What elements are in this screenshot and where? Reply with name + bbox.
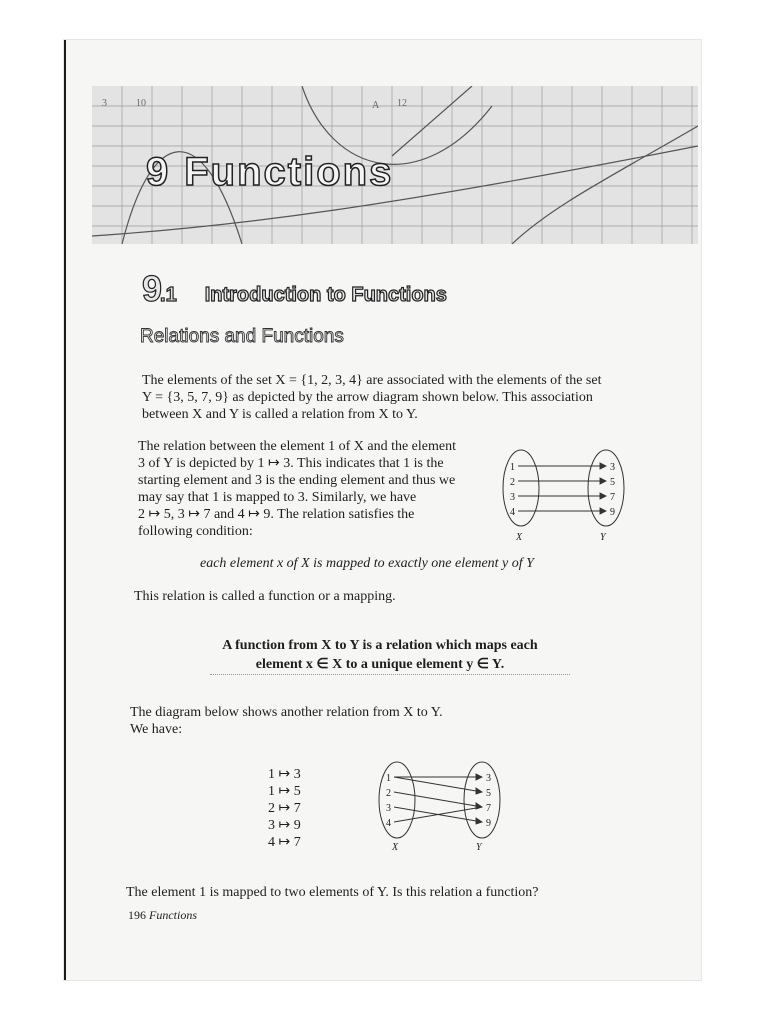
chapter-title: Functions: [184, 150, 394, 194]
y-element: 3: [610, 462, 615, 473]
mapping-arrow: [394, 792, 482, 807]
paragraph-2-line: starting element and 3 is the ending element and thus we: [138, 473, 456, 488]
set-x-label: X: [516, 532, 523, 543]
banner-mark-3: A: [372, 100, 380, 111]
x-element: 1: [386, 773, 391, 784]
paragraph-1-line: between X and Y is called a relation from X to Y.: [142, 407, 418, 422]
paragraph-4-line: We have:: [130, 722, 183, 737]
paragraph-2-line: 2 ↦ 5, 3 ↦ 7 and 4 ↦ 9. The relation satisfies the: [138, 507, 415, 522]
y-element: 5: [486, 788, 491, 799]
section-title: Introduction to Functions: [204, 284, 447, 306]
mapping-item: 1 ↦ 5: [268, 784, 301, 799]
banner-mark-2: 10: [136, 98, 146, 109]
mapping-item: 1 ↦ 3: [268, 767, 301, 782]
mapping-item: 4 ↦ 7: [268, 835, 301, 850]
paragraph-2-line: 3 of Y is depicted by 1 ↦ 3. This indicates that 1 is the: [138, 456, 444, 471]
paragraph-1-line: Y = {3, 5, 7, 9} as depicted by the arrow diagram shown below. This association: [142, 390, 593, 405]
y-element: 7: [610, 492, 615, 503]
x-element: 3: [386, 803, 391, 814]
question-text: The element 1 is mapped to two elements of Y. Is this relation a function?: [126, 885, 539, 900]
paragraph-4: [130, 704, 443, 738]
mapping-item: 2 ↦ 7: [268, 801, 301, 816]
paragraph-2-line: following condition:: [138, 524, 253, 539]
y-element: 3: [486, 773, 491, 784]
banner-mark-4: 12: [397, 98, 407, 109]
paragraph-3: This relation is called a function or a mapping.: [134, 589, 396, 604]
mapping-item: 3 ↦ 9: [268, 818, 301, 833]
set-y-ellipse: [464, 762, 500, 838]
y-element: 5: [610, 477, 615, 488]
section-number-small: .1: [160, 284, 177, 306]
y-element: 9: [486, 818, 491, 829]
paragraph-1: [142, 372, 601, 423]
x-element: 4: [510, 507, 515, 518]
paragraph-2-line: may say that 1 is mapped to 3. Similarly, we have: [138, 490, 417, 505]
section-heading: [142, 268, 447, 310]
subheading: Relations and Functions: [140, 326, 344, 347]
arrow-diagram-1: [496, 448, 636, 548]
y-element: 9: [610, 507, 615, 518]
definition-divider: [210, 674, 570, 681]
x-element: 1: [510, 462, 515, 473]
set-y-ellipse: [588, 450, 624, 526]
mapping-list: [268, 766, 301, 851]
x-element: 3: [510, 492, 515, 503]
arrow-diagram-2: [372, 758, 512, 858]
footer-label: Functions: [149, 908, 197, 922]
section-number-big: 9: [142, 268, 163, 309]
chapter-number: 9: [146, 150, 171, 194]
mapping-arrow: [394, 777, 482, 792]
definition-line: element x ∈ X to a unique element y ∈ Y.: [255, 657, 505, 672]
chapter-heading: [146, 150, 393, 195]
x-element: 2: [386, 788, 391, 799]
paragraph-2-line: The relation between the element 1 of X and the element: [138, 439, 456, 454]
paragraph-2: [138, 438, 456, 540]
x-element: 4: [386, 818, 391, 829]
condition-text: each element x of X is mapped to exactly one element y of Y: [200, 556, 534, 571]
set-y-label: Y: [600, 532, 606, 543]
page-number: 196: [128, 908, 146, 922]
definition-box: [180, 636, 580, 674]
paragraph-1-line: The elements of the set X = {1, 2, 3, 4} are associated with the elements of the set: [142, 373, 602, 388]
set-x-label: X: [392, 842, 399, 853]
banner-mark-1: 3: [102, 98, 107, 109]
x-element: 2: [510, 477, 515, 488]
set-x-ellipse: [503, 450, 539, 526]
definition-line: A function from X to Y is a relation which maps each: [222, 638, 538, 653]
paragraph-4-line: The diagram below shows another relation from X to Y.: [130, 705, 443, 720]
set-x-ellipse: [379, 762, 415, 838]
page-footer: [128, 908, 197, 923]
set-y-label: Y: [476, 842, 482, 853]
y-element: 7: [486, 803, 491, 814]
